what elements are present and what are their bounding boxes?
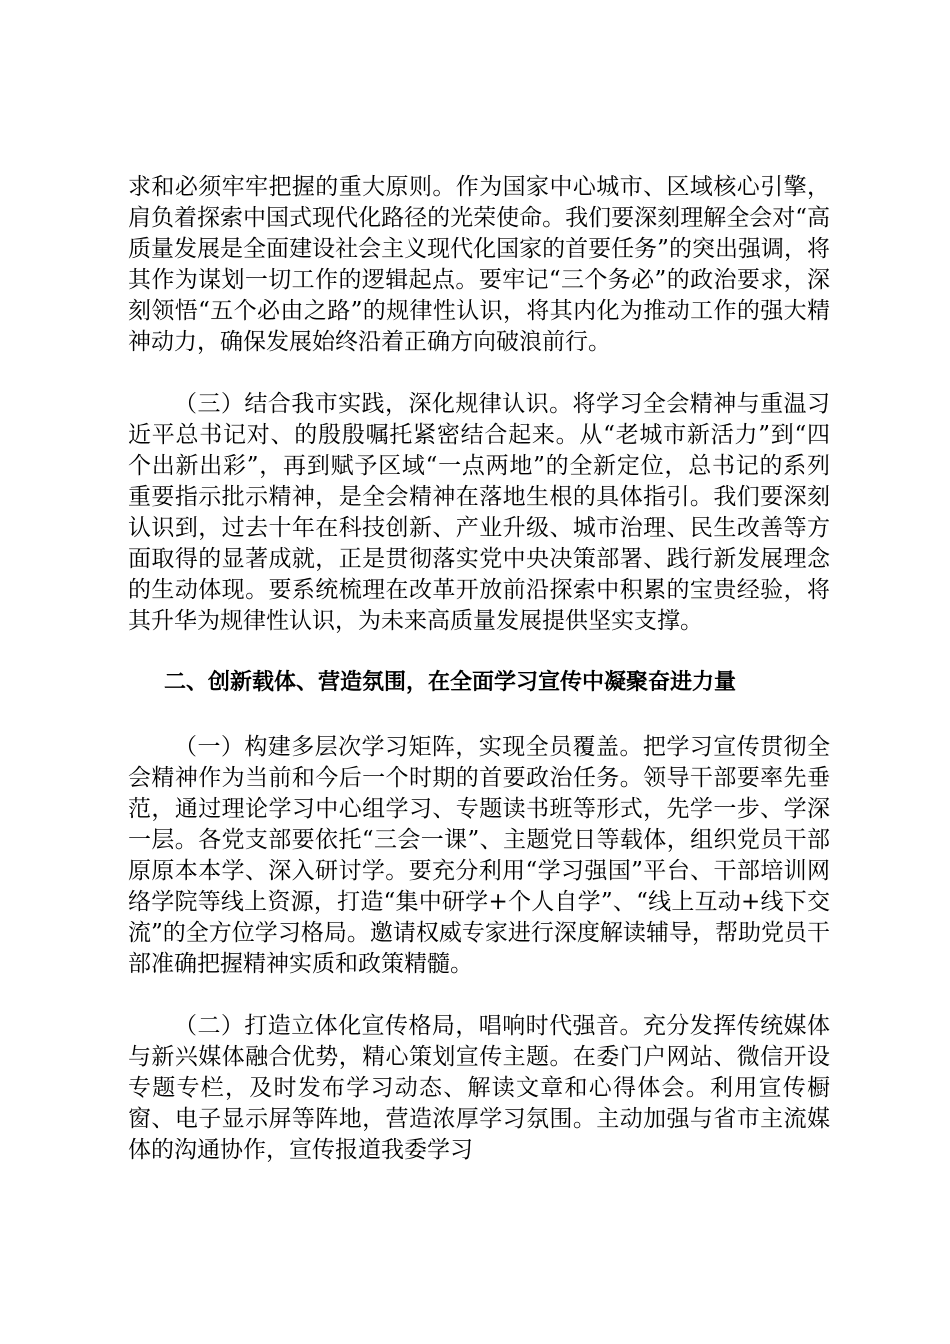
paragraph-item-one: （一）构建多层次学习矩阵，实现全员覆盖。把学习宣传贯彻全会精神作为当前和今后一个时期的首要政治任务。领导干部要率先垂范，通过理论学习中心组学习、专题读书班等形式，先学一步、学深一层。各党支部要依托“三会一课”、主题党日等载体，组织党员干部原原本本学、深入研讨学。要充分利用“学习强国”平台、干部培训网络学院等线上资源，打造“集中研学+个人自学”、“线上互动+线下交流”的全方位学习格局。邀请权威专家进行深度解读辅导，帮助党员干部准确把握精神实质和政策精髓。	[128, 734, 830, 977]
document-body	[128, 172, 830, 1166]
section-heading-two: 二、创新载体、营造氛围，在全面学习宣传中凝聚奋进力量	[164, 670, 737, 695]
paragraph-continuation: 求和必须牢牢把握的重大原则。作为国家中心城市、区域核心引擎，肩负着探索中国式现代化路径的光荣使命。我们要深刻理解全会对“高质量发展是全面建设社会主义现代化国家的首要任务”的突出强调，将其作为谋划一切工作的逻辑起点。要牢记“三个务必”的政治要求，深刻领悟“五个必由之路”的规律性认识，将其内化为推动工作的强大精神动力，确保发展始终沿着正确方向破浪前行。	[128, 174, 830, 355]
paragraph-section-three: （三）结合我市实践，深化规律认识。将学习全会精神与重温习近平总书记对、的殷殷嘱托紧密结合起来。从“老城市新活力”到“四个出新出彩”，再到赋予区域“一点两地”的全新定位，总书记的系列重要指示批示精神，是全会精神在落地生根的具体指引。我们要深刻认识到，过去十年在科技创新、产业升级、城市治理、民生改善等方面取得的显著成就，正是贯彻落实党中央决策部署、践行新发展理念的生动体现。要系统梳理在改革开放前沿探索中积累的宝贵经验，将其升华为规律性认识，为未来高质量发展提供坚实支撑。	[128, 391, 830, 634]
paragraph-item-two: （二）打造立体化宣传格局，唱响时代强音。充分发挥传统媒体与新兴媒体融合优势，精心策划宣传主题。在委门户网站、微信开设专题专栏，及时发布学习动态、解读文章和心得体会。利用宣传橱窗、电子显示屏等阵地，营造浓厚学习氛围。主动加强与省市主流媒体的沟通协作，宣传报道我委学习	[128, 1013, 830, 1163]
